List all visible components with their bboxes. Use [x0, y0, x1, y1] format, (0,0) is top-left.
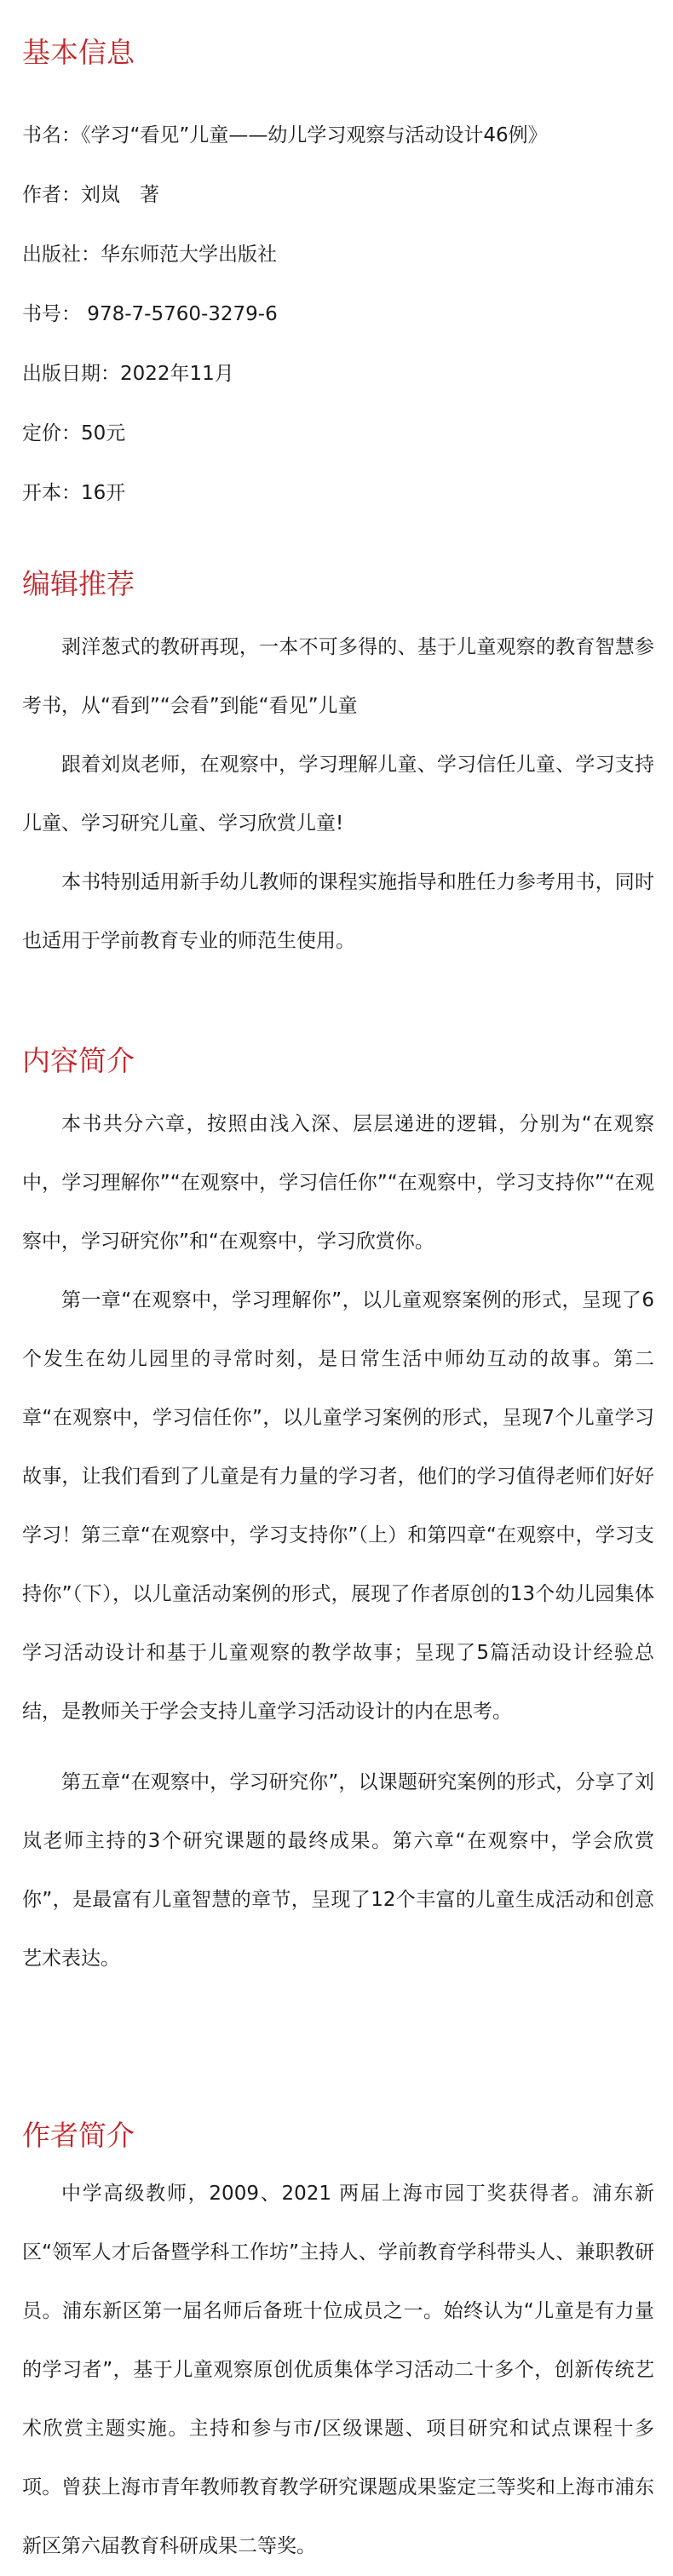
editor-recommend-section: [0, 565, 673, 971]
author-paragraph: 中学高级教师，2009、2021 两届上海市园丁奖获得者。浦东新区“领军人才后备暨学科工作坊”主持人、学前教育学科带头人、兼职教研员。浦东新区第一届名师后备班十位成员之一。始终认为“儿童是有力量的学习者”，基于儿童观察原创优质集体学习活动二十多个，创新传统艺术欣赏主题实施。主持和参与市/区级课题、项目研究和试点课程十多项。曾获上海市青年教师教育教学研究课题成果鉴定三等奖和上海市浦东新区第六届教育科研成果二等奖。: [22, 2183, 654, 2557]
basic-info-heading: 基本信息: [22, 36, 135, 69]
intro-paragraph: 第一章“在观察中，学习理解你”，以儿童观察案例的形式，呈现了6个发生在幼儿园里的寻常时刻，是日常生活中师幼互动的故事。第二章“在观察中，学习信任你”，以儿童学习案例的形式，呈现7个儿童学习故事，让我们看到了儿童是有力量的学习者，他们的学习值得老师们好好学习！第三章“在观察中，学习支持你”（上）和第四章“在观察中，学习支持你”（下），以儿童活动案例的形式，展现了作者原创的13个幼儿园集体学习活动设计和基于儿童观察的教学故事；呈现了5篇活动设计经验总结，是教师关于学会支持儿童学习活动设计的内在思考。: [22, 1289, 654, 1723]
publisher-line: 出版社：华东师范大学出版社: [22, 244, 277, 266]
content-intro-heading: 内容简介: [22, 1044, 135, 1077]
author-intro-body: [0, 2165, 673, 2576]
basic-info-list: [0, 106, 673, 523]
recommend-paragraph: 跟着刘岚老师，在观察中，学习理解儿童、学习信任儿童、学习支持儿童、学习研究儿童、学习欣赏儿童!: [22, 754, 654, 835]
content-intro-section: [0, 1042, 673, 1988]
recommend-paragraph: 本书特别适用新手幼儿教师的课程实施指导和胜任力参考用书，同时也适用于学前教育专业的师范生使用。: [22, 871, 654, 952]
recommend-paragraph: 剥洋葱式的教研再现，一本不可多得的、基于儿童观察的教育智慧参考书，从“看到”“会看”到能“看见”儿童: [22, 636, 654, 717]
intro-paragraph: 本书共分六章，按照由浅入深、层层递进的逻辑，分别为“在观察中，学习理解你”“在观察中，学习信任你”“在观察中，学习支持你”“在观察中，学习研究你”和“在观察中，学习欣赏你。: [22, 1113, 654, 1253]
editor-recommend-body: [0, 618, 673, 971]
basic-info-section: [0, 34, 673, 523]
intro-paragraph: 第五章“在观察中，学习研究你”，以课题研究案例的形式，分享了刘岚老师主持的3个研究课题的最终成果。第六章“在观察中，学会欣赏你”，是最富有儿童智慧的章节，呈现了12个丰富的儿童生成活动和创意艺术表达。: [22, 1771, 654, 1970]
format-line: 开本：16开: [22, 482, 126, 504]
isbn-line: 书号： 978-7-5760-3279-6: [22, 303, 278, 325]
author-intro-heading: 作者简介: [22, 2119, 135, 2152]
content-intro-body: [0, 1095, 673, 1988]
author-intro-section: [0, 2117, 673, 2576]
author-line: 作者：刘岚 著: [22, 184, 159, 206]
book-title-line: 书名：《学习“看见”儿童——幼儿学习观察与活动设计46例》: [22, 124, 548, 146]
editor-recommend-heading: 编辑推荐: [22, 567, 135, 600]
publish-date-line: 出版日期：2022年11月: [22, 363, 234, 385]
price-line: 定价：50元: [22, 422, 126, 445]
